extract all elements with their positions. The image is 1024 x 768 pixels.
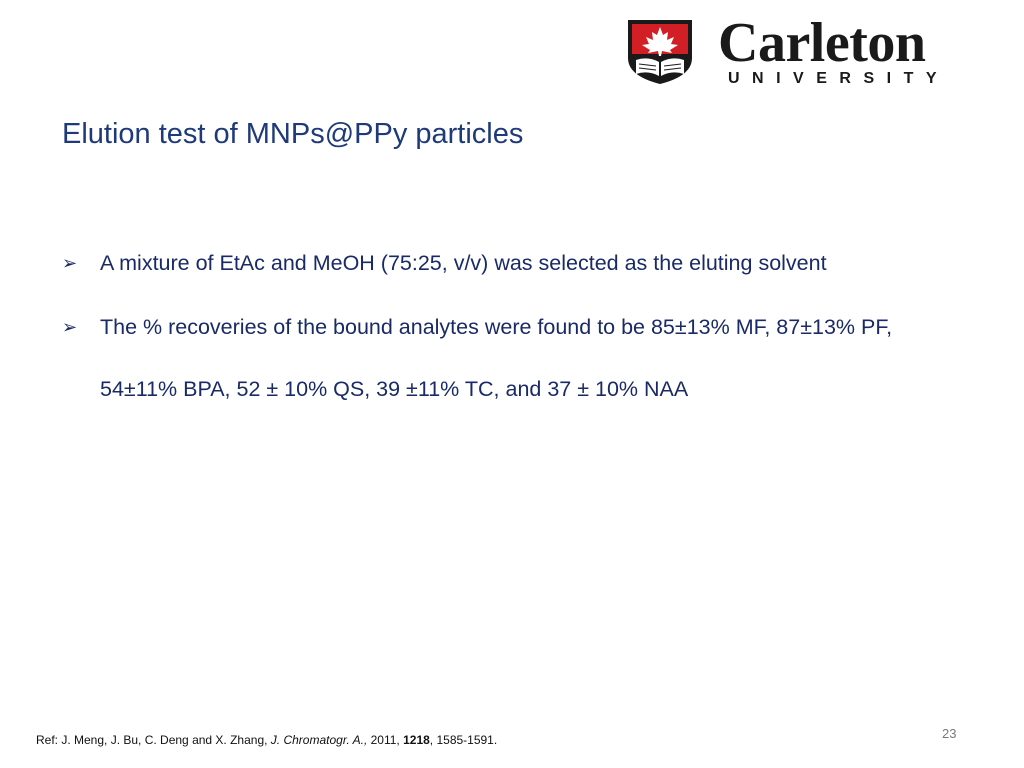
slide-title: Elution test of MNPs@PPy particles (62, 118, 524, 150)
arrow-bullet-icon: ➢ (62, 253, 78, 273)
bullet-list (62, 232, 962, 422)
reference-citation (36, 732, 497, 748)
reference-pages: , 1585-1591. (429, 733, 498, 747)
bullet-text: A mixture of EtAc and MeOH (75:25, v/v) was selected as the eluting solvent (100, 251, 827, 275)
bullet-item (62, 296, 962, 420)
bullet-item (62, 232, 962, 294)
arrow-bullet-icon: ➢ (62, 317, 78, 337)
reference-authors: Ref: J. Meng, J. Bu, C. Deng and X. Zhang, (36, 733, 271, 747)
reference-volume: 1218 (403, 733, 430, 747)
reference-journal: J. Chromatogr. A., (270, 733, 368, 747)
bullet-text: The % recoveries of the bound analytes were found to be 85±13% MF, 87±13% PF, 54±11% BPA, 52 ± 10% QS, 39 ±11% TC, and 37 ± 10% NAA (100, 315, 893, 401)
reference-year: 2011, (367, 733, 404, 747)
logo-wordmark: Carleton (718, 12, 926, 74)
logo-subword: UNIVERSITY (728, 70, 950, 87)
maple-leaf-shield-icon (624, 18, 696, 86)
carleton-logo (620, 14, 1000, 90)
page-number: 23 (942, 726, 957, 741)
